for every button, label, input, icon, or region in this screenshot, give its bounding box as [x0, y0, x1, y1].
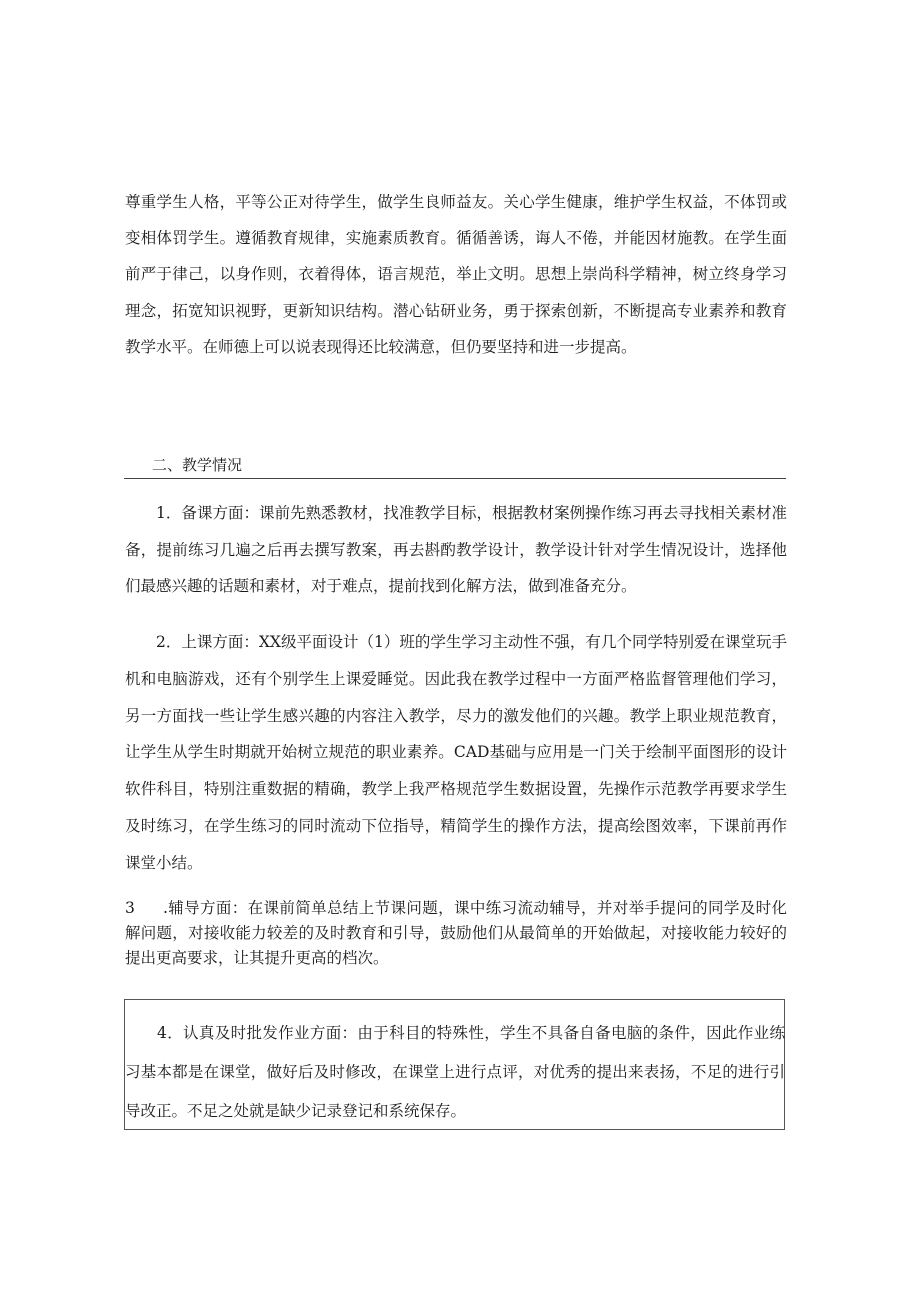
item-4-box [124, 999, 785, 1130]
heading-divider [124, 478, 786, 479]
item-4-homework-review: 4．认真及时批发作业方面：由于科目的特殊性，学生不具备自备电脑的条件，因此作业练习基本都是在课堂，做好后及时修改，在课堂上进行点评，对优秀的提出来表扬，不足的进行引导改正。不足之处就是缺少记录登记和系统保存。 [125, 1024, 785, 1120]
intro-paragraph: 尊重学生人格，平等公正对待学生，做学生良师益友。关心学生健康，维护学生权益，不体罚或变相体罚学生。遵循教育规律，实施素质教育。循循善诱，诲人不倦，并能因材施教。在学生面前严于律己，以身作则，衣着得体，语言规范，举止文明。思想上崇尚科学精神，树立终身学习理念，拓宽知识视野，更新知识结构。潜心钻研业务，勇于探索创新，不断提高专业素养和教育教学水平。在师德上可以说表现得还比较满意，但仍要坚持和进一步提高。 [125, 193, 787, 356]
item-3-tutoring [125, 896, 787, 971]
item-2-classroom-teaching: 2．上课方面：XX级平面设计（1）班的学生学习主动性不强，有几个同学特别爱在课堂玩手机和电脑游戏，还有个别学生上课爱睡觉。因此我在教学过程中一方面严格监督管理他们学习，另一方面找一些让学生感兴趣的内容注入教学，尽力的激发他们的兴趣。教学上职业规范教育，让学生从学生时期就开始树立规范的职业素养。CAD基础与应用是一门关于绘制平面图形的设计软件科目，特别注重数据的精确，教学上我严格规范学生数据设置，先操作示范教学再要求学生及时练习，在学生练习的同时流动下位指导，精简学生的操作方法，提高绘图效率，下课前再作课堂小结。 [125, 633, 787, 872]
section-heading: 二、教学情况 [152, 456, 243, 474]
item-3-text: .辅导方面：在课前简单总结上节课问题，课中练习流动辅导，并对举手提问的同学及时化解问题，对接收能力较差的及时教育和引导，鼓励他们从最简单的开始做起，对接收能力较好的提出更高要求，让其提升更高的档次。 [125, 899, 787, 967]
item-3-number: 3 [125, 899, 135, 917]
item-1-lesson-preparation: 1．备课方面：课前先熟悉教材，找准教学目标，根据教材案例操作练习再去寻找相关素材准备，提前练习几遍之后再去撰写教案，再去斟酌教学设计，教学设计针对学生情况设计，选择他们最感兴趣的话题和素材，对于难点，提前找到化解方法，做到准备充分。 [125, 504, 787, 595]
